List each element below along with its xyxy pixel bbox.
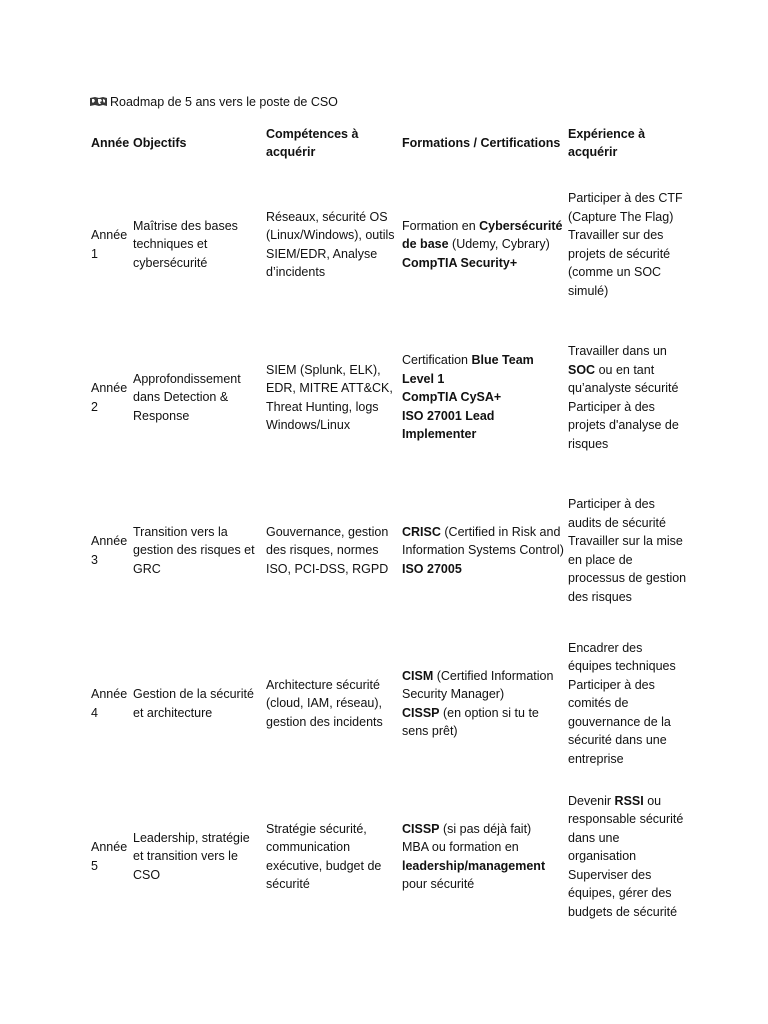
text-segment: Encadrer des équipes techniques [568,640,676,674]
text-segment: (Certified in Risk and Information Systems Control) [402,524,564,558]
cell-experience-line [568,189,688,226]
cell-trainings [399,780,565,933]
cell-year: Année 4 [91,687,128,720]
document-title [89,93,338,111]
text-segment: CISSP [402,705,440,720]
text-segment: Formation en [402,218,480,233]
text-segment: CISSP [402,821,440,836]
table-row [88,474,688,627]
cell-experience-line [568,866,688,922]
text-segment: ISO 27001 Lead Implementer [402,408,495,442]
table-row [88,780,688,933]
cell-experience-line [568,639,688,676]
text-segment: Devenir [568,793,615,808]
text-segment: Travailler dans un [568,344,667,358]
cell-experience-line [568,398,688,454]
text-segment: SOC [568,362,596,377]
text-segment: leadership/management [402,858,546,873]
cell-experience [565,168,688,321]
text-segment: ou en tant qu’analyste sécurité [568,362,679,395]
document-title-text: Roadmap de 5 ans vers le poste de CSO [110,95,338,109]
world-map-icon [89,96,108,107]
cell-year: Année 3 [91,534,128,567]
cell-experience-line [568,226,688,300]
cell-competences: SIEM (Splunk, ELK), EDR, MITRE ATT&CK, Threat Hunting, logs Windows/Linux [266,362,393,432]
cell-experience [565,474,688,627]
cell-trainings-line [402,560,565,579]
text-segment: Certification [402,353,472,368]
table-row [88,321,688,474]
table-row [88,627,688,780]
text-segment: CISM [402,668,434,683]
text-segment: ou responsable sécurité dans une organisation [568,793,684,864]
cell-objective: Leadership, stratégie et transition vers le CSO [133,830,250,882]
cell-experience [565,321,688,474]
cell-trainings-line [402,820,565,839]
text-segment: Superviser des équipes, gérer des budgets de sécurité [568,867,678,919]
table-row [88,168,688,321]
cell-experience-line [568,495,688,532]
text-segment: Participer à des CTF (Capture The Flag) [568,191,683,224]
text-segment: CRISC [402,524,441,539]
cell-year: Année 1 [91,228,128,261]
cell-experience-line [568,532,688,606]
cell-experience [565,780,688,933]
text-segment: MBA ou formation en [402,840,519,854]
table-header-row [88,118,688,168]
cell-objective: Approfondissement dans Detection & Response [133,371,241,423]
cell-experience-line [568,342,688,398]
text-segment: (Udemy, Cybrary) [448,237,550,252]
cell-objective: Transition vers la gestion des risques et GRC [133,524,255,576]
text-segment: Participer à des audits de sécurité [568,497,666,530]
text-segment: Cybersécurité de base [402,218,563,252]
cell-trainings-line [402,388,565,407]
text-segment: Travailler sur des projets de sécurité (comme un SOC simulé) [568,228,671,298]
text-segment: ISO 27005 [402,561,462,576]
text-segment: (si pas déjà fait) [439,821,532,836]
cell-experience-line [568,676,688,769]
text-segment: Travailler sur la mise en place de processus de gestion des risques [568,534,687,604]
text-segment: Participer à des projets d'analyse de risques [568,399,679,451]
cell-competences: Réseaux, sécurité OS (Linux/Windows), outils SIEM/EDR, Analyse d’incidents [266,209,395,279]
cell-trainings-line [402,407,565,444]
cell-objective: Gestion de la sécurité et architecture [133,687,254,720]
cell-trainings-line [402,217,565,254]
header-trainings: Formations / Certifications [402,135,561,150]
text-segment: (Certified Information Security Manager) [402,668,554,701]
text-segment: Participer à des comités de gouvernance de la sécurité dans une entreprise [568,677,671,766]
text-segment: CompTIA Security+ [402,255,518,270]
cell-trainings-line [402,667,565,704]
header-competences: Compétences à acquérir [266,126,359,159]
header-year: Année [91,135,130,150]
cell-experience [565,627,688,780]
text-segment: CompTIA CySA+ [402,390,502,405]
cell-trainings-line [402,838,565,894]
header-objectives: Objectifs [133,135,187,150]
cell-trainings-line [402,523,565,560]
text-segment: pour sécurité [402,877,475,891]
cell-trainings [399,474,565,627]
text-segment: RSSI [614,793,644,808]
cell-competences: Stratégie sécurité, communication exécutive, budget de sécurité [266,821,382,891]
cell-trainings [399,168,565,321]
header-experience: Expérience à acquérir [568,126,646,159]
cell-competences: Gouvernance, gestion des risques, normes ISO, PCI-DSS, RGPD [266,524,389,576]
cell-competences: Architecture sécurité (cloud, IAM, réseau), gestion des incidents [266,677,383,729]
cell-trainings [399,627,565,780]
cell-trainings [399,321,565,474]
cell-year: Année 5 [91,840,128,873]
cell-trainings-line [402,254,565,273]
table-body [88,168,688,933]
cell-trainings-line [402,351,565,388]
text-segment: Blue Team Level 1 [402,353,534,386]
roadmap-table [88,118,688,933]
cell-objective: Maîtrise des bases techniques et cybersécurité [133,218,238,270]
cell-year: Année 2 [91,381,128,414]
text-segment: (en option si tu te sens prêt) [402,705,539,738]
cell-trainings-line [402,704,565,741]
cell-experience-line [568,792,688,866]
